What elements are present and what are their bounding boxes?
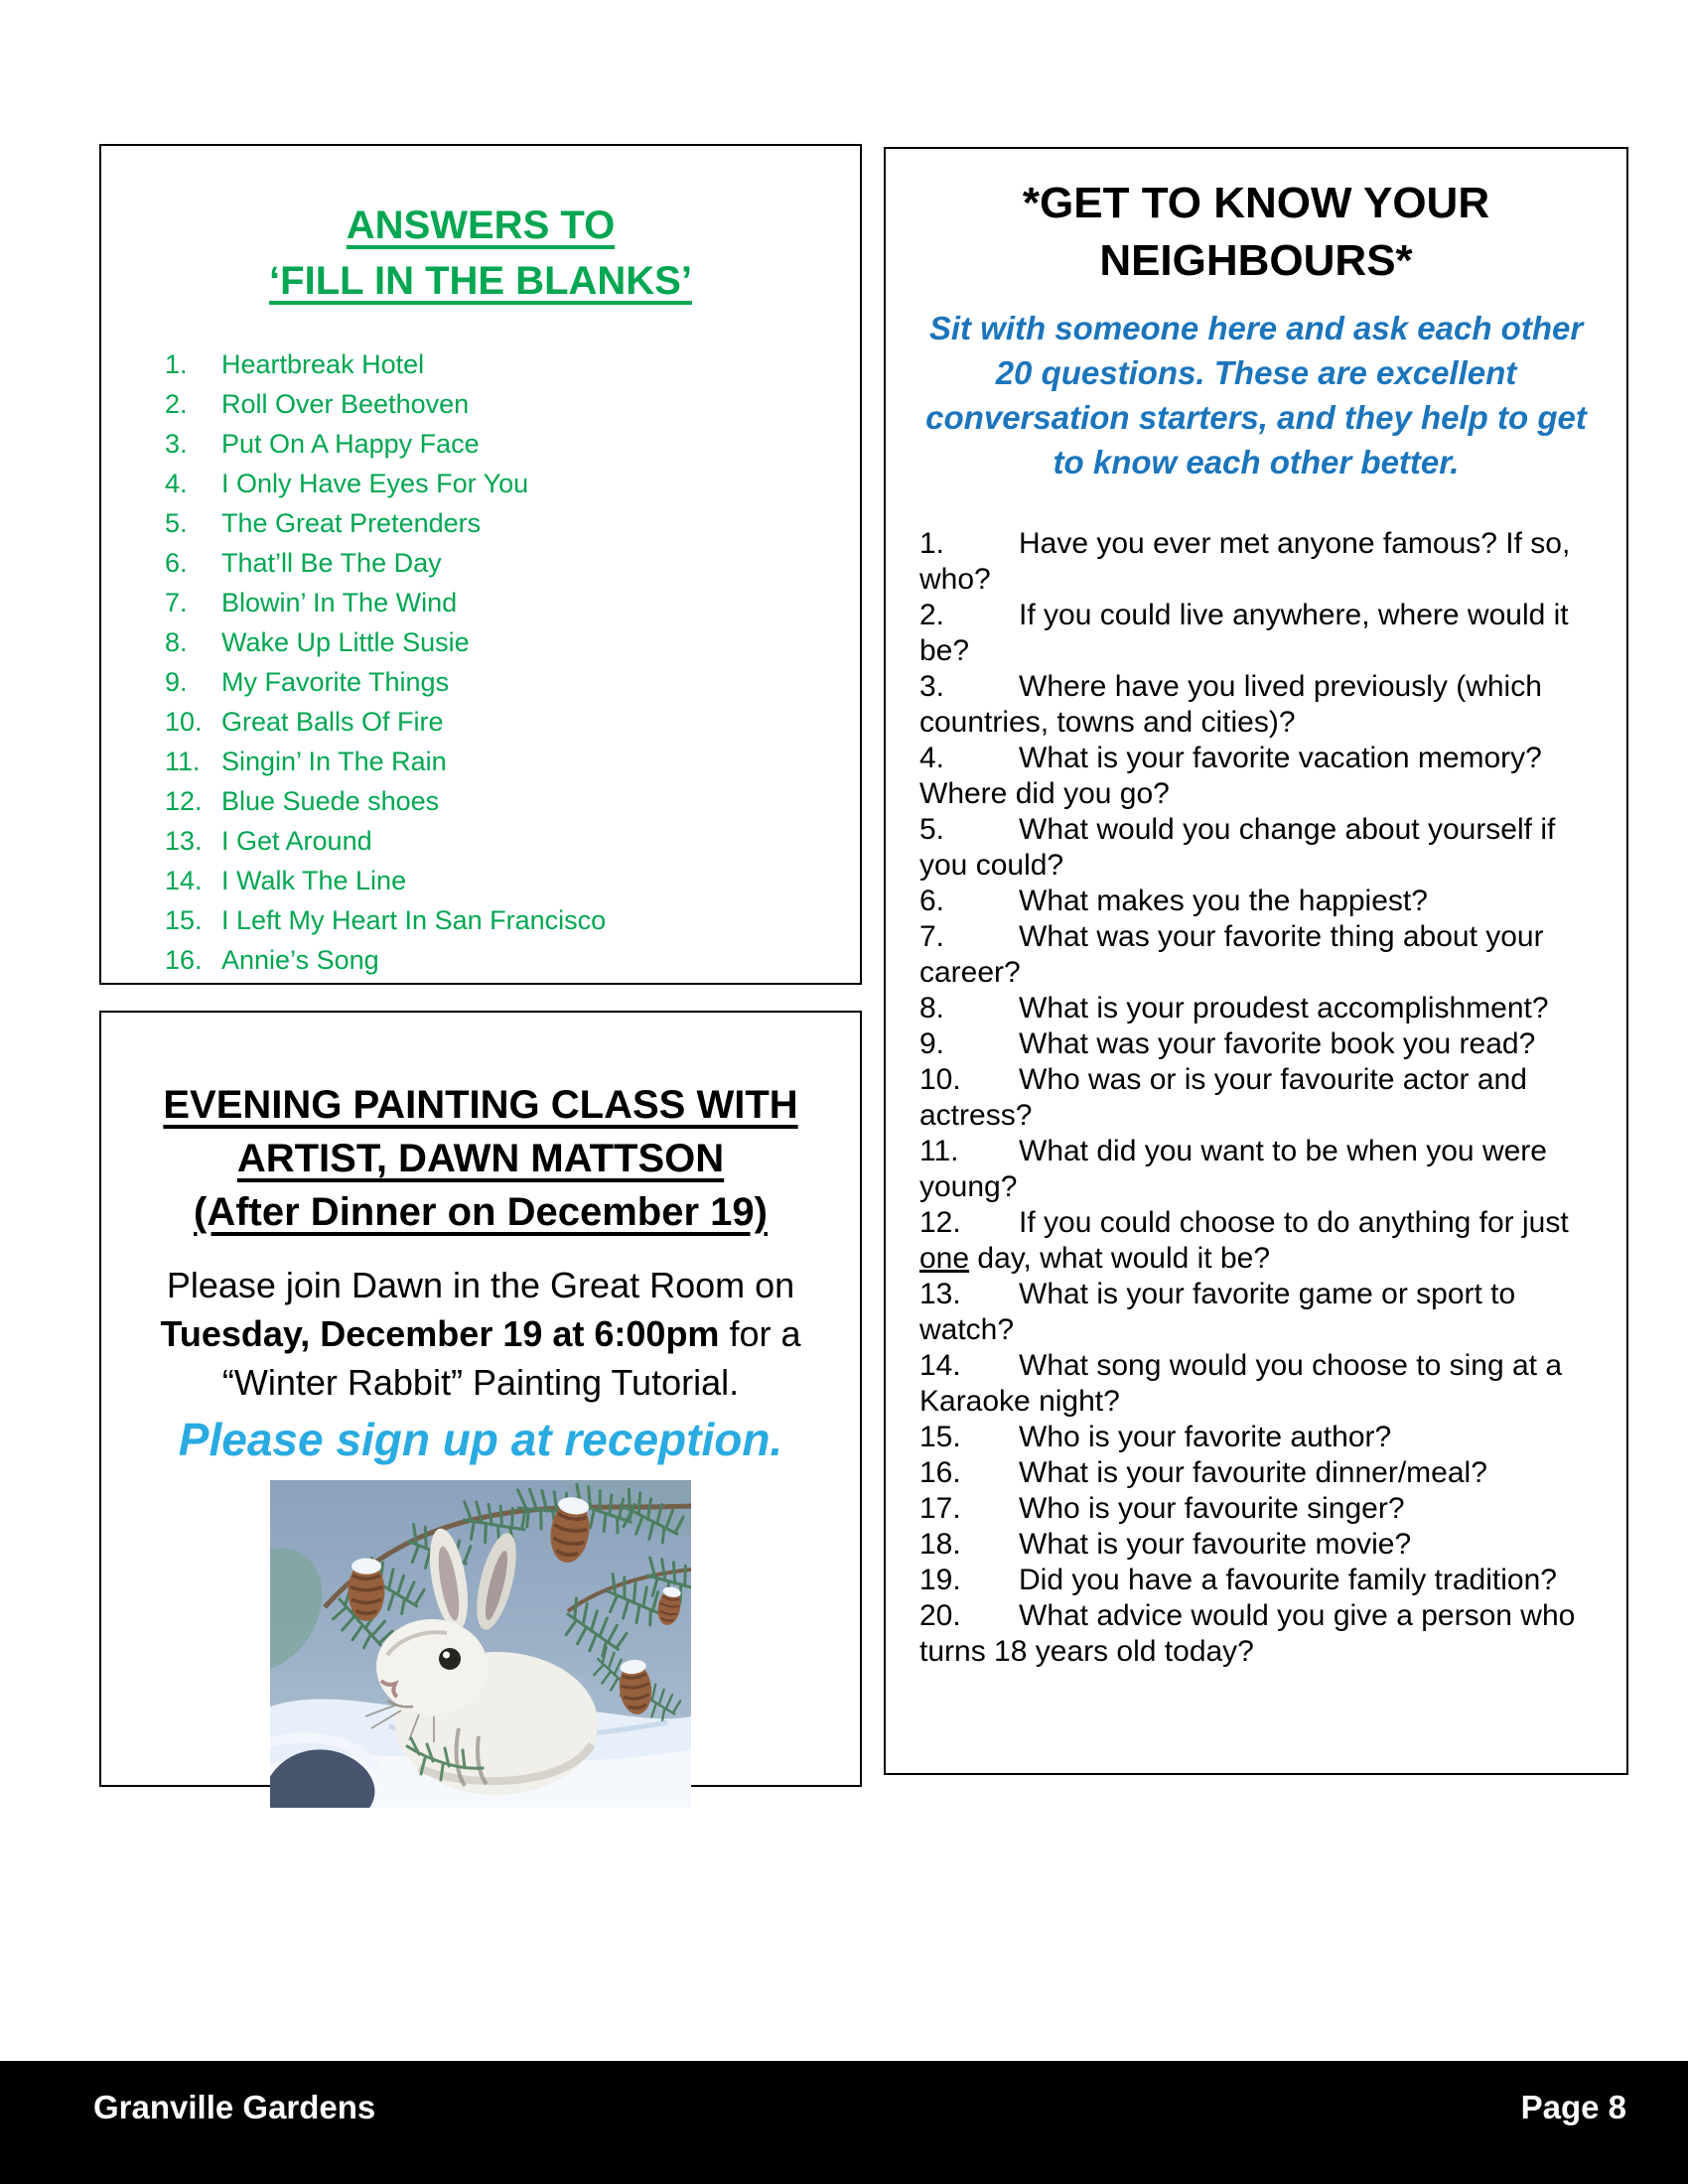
answer-text: I Left My Heart In San Francisco: [221, 905, 607, 935]
question-number: 14.: [919, 1349, 961, 1382]
question-text: If you could live anywhere, where would it be?: [919, 599, 1569, 667]
answer-number: 10.: [165, 707, 203, 737]
painting-title-line3: (After Dinner on December 19): [194, 1190, 768, 1234]
answer-item: [165, 702, 860, 742]
question-number: 15.: [919, 1421, 961, 1453]
answer-item: [165, 821, 860, 861]
question-text: What is your favorite vacation memory? Where did you go?: [919, 742, 1542, 810]
question-text: What did you want to be when you were young?: [919, 1135, 1547, 1203]
footer-page-number: Page 8: [1520, 2089, 1626, 2125]
answer-text: The Great Pretenders: [221, 508, 482, 538]
answer-text: Singin’ In The Rain: [221, 747, 447, 776]
question-number: 7.: [919, 920, 945, 953]
winter-rabbit-painting: [270, 1480, 691, 1808]
answer-number: 11.: [165, 747, 201, 776]
painting-title: [101, 1078, 860, 1239]
question-text: What is your favorite game or sport to watch?: [919, 1278, 1516, 1346]
answer-number: 12.: [165, 786, 203, 816]
painting-body: [129, 1261, 832, 1407]
answer-number: 7.: [165, 588, 188, 617]
painting-body-text: Tuesday, December 19 at 6:00pm: [160, 1313, 720, 1354]
question-number: 2.: [919, 599, 945, 631]
question-text: Did you have a favourite family tradition?: [1019, 1564, 1557, 1596]
question-number: 4.: [919, 742, 945, 774]
question-number: 1.: [919, 527, 945, 560]
question-item: [919, 991, 1597, 1026]
question-number: 3.: [919, 670, 945, 703]
neighbours-title-line2: NEIGHBOURS*: [1099, 236, 1413, 285]
question-number: 17.: [919, 1492, 961, 1525]
painting-body-text: for a “Winter Rabbit” Painting Tutorial.: [221, 1313, 801, 1403]
question-number: 8.: [919, 992, 945, 1024]
signup-note: Please sign up at reception.: [178, 1414, 783, 1465]
question-text: What is your favourite movie?: [1019, 1528, 1412, 1561]
answer-item: [165, 464, 860, 503]
question-item: [919, 1563, 1597, 1598]
answers-title-line1: ANSWERS TO: [346, 204, 616, 247]
question-text: What is your proudest accomplishment?: [1019, 992, 1549, 1024]
answer-text: Blue Suede shoes: [221, 786, 440, 816]
answer-item: [165, 583, 860, 622]
question-number: 5.: [919, 813, 945, 846]
question-number: 19.: [919, 1564, 961, 1596]
question-number: 12.: [919, 1206, 961, 1239]
answer-text: Put On A Happy Face: [221, 429, 480, 459]
answer-number: 13.: [165, 826, 203, 856]
question-text: What was your favorite thing about your career?: [919, 920, 1544, 989]
question-item: [919, 812, 1597, 884]
question-text: What is your favourite dinner/meal?: [1019, 1456, 1487, 1489]
question-text: Have you ever met anyone famous? If so, who?: [919, 527, 1571, 596]
question-item: [919, 1491, 1597, 1527]
question-number: 18.: [919, 1528, 961, 1561]
answer-number: 1.: [165, 349, 188, 379]
answer-item: [165, 742, 860, 781]
question-item: [919, 1062, 1597, 1134]
question-number: 6.: [919, 885, 945, 917]
question-number: 9.: [919, 1027, 945, 1060]
answer-item: [165, 861, 860, 900]
answer-text: Wake Up Little Susie: [221, 627, 470, 657]
question-text: one: [919, 1242, 970, 1275]
question-text: What was your favorite book you read?: [1019, 1027, 1536, 1060]
question-text: Where have you lived previously (which countries, towns and cities)?: [919, 670, 1542, 739]
answer-number: 14.: [165, 866, 203, 895]
question-number: 20.: [919, 1599, 961, 1632]
painting-title-line1: EVENING PAINTING CLASS WITH: [163, 1083, 798, 1127]
answer-number: 16.: [165, 945, 203, 975]
question-text: What advice would you give a person who turns 18 years old today?: [919, 1599, 1576, 1668]
answer-item: [165, 622, 860, 662]
answer-number: 15.: [165, 905, 203, 935]
answer-number: 8.: [165, 627, 188, 657]
question-item: [919, 741, 1597, 812]
question-text: Who is your favorite author?: [1019, 1421, 1392, 1453]
answer-item: [165, 424, 860, 464]
answer-item: [165, 900, 860, 940]
painting-title-line2: ARTIST, DAWN MATTSON: [236, 1137, 725, 1180]
answer-item: [165, 662, 860, 702]
question-item: [919, 1527, 1597, 1563]
footer-community-name: Granville Gardens: [93, 2089, 376, 2125]
answer-number: 4.: [165, 469, 188, 498]
question-item: [919, 1277, 1597, 1348]
answer-number: 3.: [165, 429, 188, 459]
answer-text: Roll Over Beethoven: [221, 389, 470, 419]
answer-item: [165, 940, 860, 980]
answers-title-line2: ‘FILL IN THE BLANKS’: [269, 259, 692, 303]
question-item: [919, 598, 1597, 669]
answer-number: 2.: [165, 389, 188, 419]
question-text: Who is your favourite singer?: [1019, 1492, 1405, 1525]
question-text: Who was or is your favourite actor and actress?: [919, 1063, 1527, 1132]
neighbours-box: [884, 147, 1628, 1775]
neighbours-intro: Sit with someone here and ask each other 20 questions. These are excellent conversation starters, and they help to get to know each other better.: [925, 310, 1587, 480]
question-item: [919, 1420, 1597, 1455]
question-item: [919, 1026, 1597, 1062]
answer-number: 5.: [165, 508, 188, 538]
question-item: [919, 1455, 1597, 1491]
answer-number: 6.: [165, 548, 188, 578]
page-footer: [0, 2061, 1688, 2184]
question-item: [919, 1134, 1597, 1205]
answer-text: I Walk The Line: [221, 866, 407, 895]
answer-text: I Get Around: [221, 826, 372, 856]
painting-body-text: Please join Dawn in the Great Room on: [166, 1265, 795, 1305]
answer-text: Heartbreak Hotel: [221, 349, 425, 379]
question-text: If you could choose to do anything for just: [1019, 1206, 1569, 1239]
neighbours-title-line1: *GET TO KNOW YOUR: [1022, 179, 1490, 227]
neighbours-title: [886, 175, 1626, 290]
answer-text: That’ll Be The Day: [221, 548, 442, 578]
question-number: 10.: [919, 1063, 961, 1096]
painting-box: [99, 1011, 862, 1787]
answers-list: [101, 344, 860, 980]
question-item: [919, 1598, 1597, 1670]
answer-text: My Favorite Things: [221, 667, 450, 697]
questions-list: [886, 526, 1626, 1670]
answer-text: Annie’s Song: [221, 945, 379, 975]
question-text: What makes you the happiest?: [1019, 885, 1428, 917]
answer-text: Great Balls Of Fire: [221, 707, 444, 737]
answer-item: [165, 543, 860, 583]
answer-item: [165, 503, 860, 543]
answer-item: [165, 344, 860, 384]
answer-text: Blowin’ In The Wind: [221, 588, 458, 617]
question-item: [919, 526, 1597, 598]
answers-title: [101, 198, 860, 309]
answer-item: [165, 781, 860, 821]
answers-box: [99, 144, 862, 985]
answer-text: I Only Have Eyes For You: [221, 469, 529, 498]
question-number: 13.: [919, 1278, 961, 1310]
question-number: 16.: [919, 1456, 961, 1489]
question-item: [919, 1205, 1597, 1277]
question-text: day, what would it be?: [969, 1242, 1271, 1275]
question-text: What would you change about yourself if you could?: [919, 813, 1556, 882]
answer-number: 9.: [165, 667, 188, 697]
question-item: [919, 919, 1597, 991]
question-number: 11.: [919, 1135, 959, 1167]
question-item: [919, 884, 1597, 919]
question-text: What song would you choose to sing at a Karaoke night?: [919, 1349, 1563, 1418]
answer-item: [165, 384, 860, 424]
question-item: [919, 669, 1597, 741]
question-item: [919, 1348, 1597, 1420]
